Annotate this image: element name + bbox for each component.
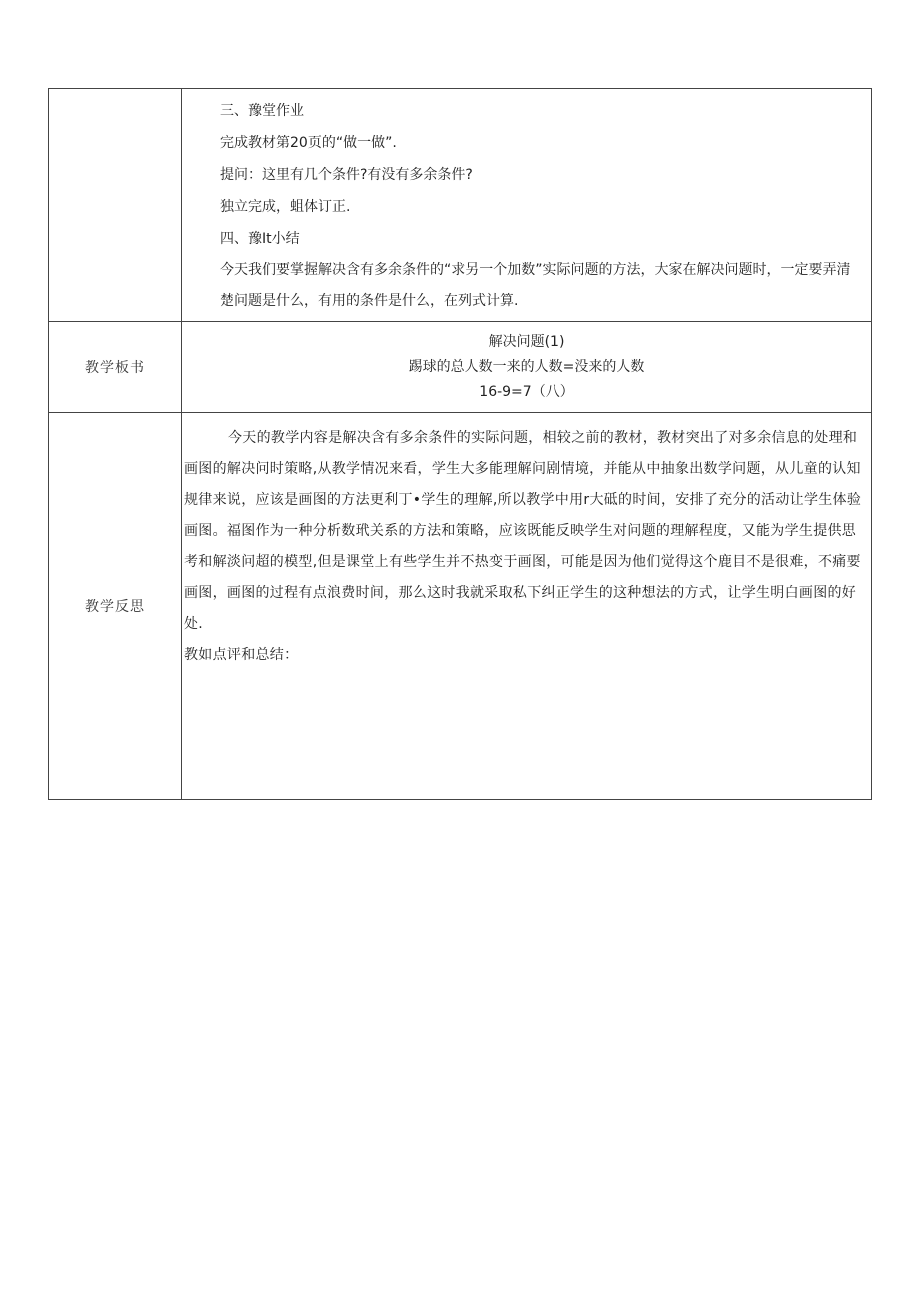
reflection-summary-label: 教如点评和总结： <box>184 647 299 663</box>
homework-question: 提问：这里有几个条件?有没有多余条件? <box>220 167 473 183</box>
homework-row <box>49 89 872 322</box>
reflection-label: 教学反思 <box>49 413 182 800</box>
lesson-plan-table <box>48 88 872 800</box>
homework-content-cell <box>182 89 872 322</box>
homework-label-cell <box>49 89 182 322</box>
summary-text: 今天我们要掌握解决含有多余条件的“求另一个加数”实际问题的方法，大家在解决问题时，一定要弄清楚问题是什么，有用的条件是什么，在列式计算. <box>220 262 851 309</box>
board-formula-numbers: 16-9=7（八） <box>479 383 574 400</box>
board-label: 教学板书 <box>49 322 182 413</box>
reflection-row <box>49 413 872 800</box>
board-row <box>49 322 872 413</box>
board-title: 解决问题(1) <box>488 333 565 350</box>
board-formula-words: 踢球的总人数一来的人数=没来的人数 <box>408 358 645 375</box>
board-content-cell <box>182 322 872 413</box>
homework-task: 完成教材第20页的“做一做”. <box>220 135 397 151</box>
homework-independent: 独立完成，蛆体订正. <box>220 199 351 215</box>
summary-heading: 四、豫It小结 <box>220 231 300 247</box>
reflection-content-cell <box>182 413 872 800</box>
reflection-text: 今天的教学内容是解决含有多余条件的实际问题，相较之前的教材，教材突出了对多余信息的处理和画图的解决问时策略,从教学情况来看，学生大多能理解问剧情境，并能从中抽象出数学问题，从儿童的认知规律来说，应该是画图的方法更利丁•学生的理解,所以教学中用r大砥的时间，安排了充分的活动让学生体验画图。福图作为一种分析数玳关系的方法和策略，应该既能反映学生对问题的理解程度，又能为学生提供思考和解淡问超的模型,但是课堂上有些学生并不热变于画图，可能是因为他们觉得这个鹿目不是很难，不痛要画图，画图的过程有点浪费时间，那么这时我就采取私下纠正学生的这种想法的方式，让学生明白画图的好处. <box>184 430 862 632</box>
homework-heading: 三、豫堂作业 <box>220 103 304 119</box>
